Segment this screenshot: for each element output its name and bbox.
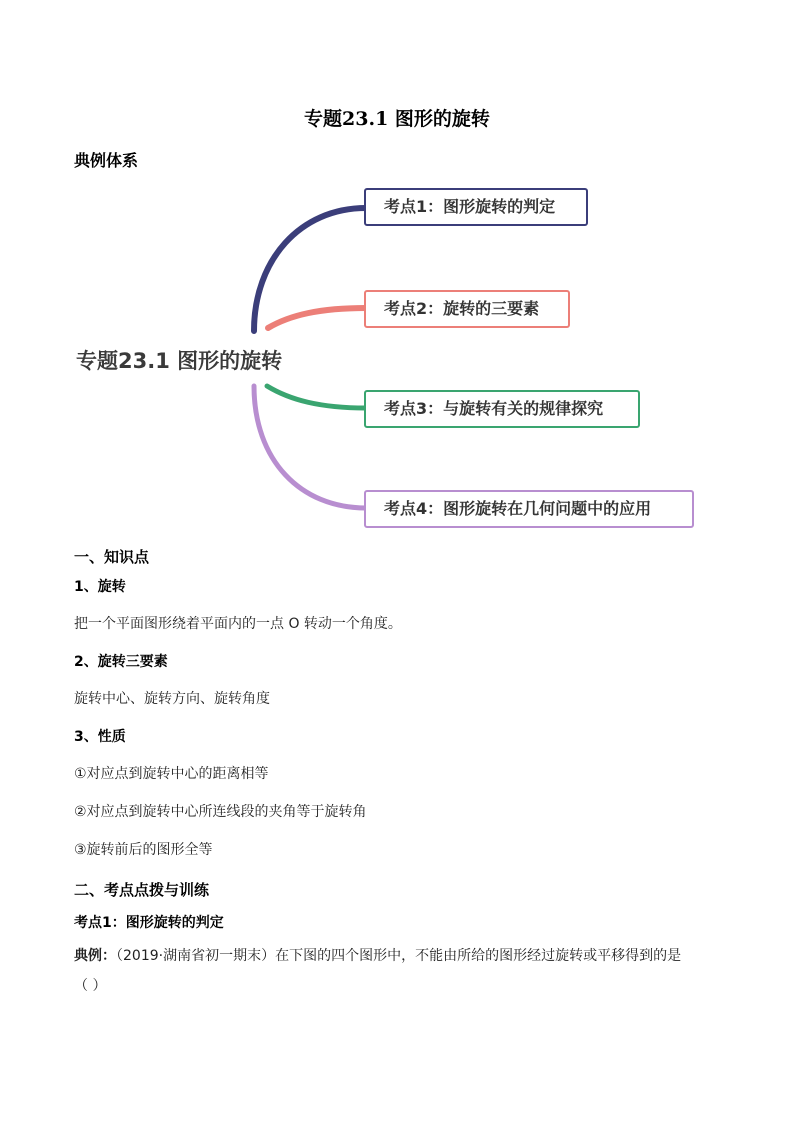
point1-title: 考点1：图形旋转的判定 (74, 915, 224, 931)
elements-title: 2、旋转三要素 (74, 654, 168, 670)
rotation-definition: 把一个平面图形绕着平面内的一点 O 转动一个角度。 (74, 616, 402, 632)
knowledge-heading: 一、知识点 (74, 548, 150, 566)
document-title: 专题23.1 图形的旋转 (304, 108, 490, 130)
system-heading: 典例体系 (74, 151, 139, 170)
mindmap-node-3: 考点3：与旋转有关的规律探究 (364, 390, 640, 428)
rotation-title: 1、旋转 (74, 579, 126, 595)
elements-text: 旋转中心、旋转方向、旋转角度 (74, 691, 270, 707)
properties-title: 3、性质 (74, 729, 126, 745)
property-item: ①对应点到旋转中心的距离相等 (74, 766, 269, 782)
training-heading: 二、考点点拨与训练 (74, 881, 210, 899)
mindmap-node-4: 考点4：图形旋转在几何问题中的应用 (364, 490, 694, 528)
example-label: 典例： (74, 948, 116, 964)
mindmap-center: 专题23.1 图形的旋转 (76, 349, 283, 373)
mindmap-node-1: 考点1：图形旋转的判定 (364, 188, 588, 226)
mindmap-node-2: 考点2：旋转的三要素 (364, 290, 570, 328)
example-text: （2019·湖南省初一期末）在下图的四个图形中，不能由所给的图形经过旋转或平移得到的是 (116, 948, 682, 964)
property-item: ②对应点到旋转中心所连线段的夹角等于旋转角 (74, 804, 367, 820)
connector-3 (267, 386, 366, 408)
connector-2 (268, 308, 366, 328)
example-paragraph (74, 945, 734, 965)
answer-blank: （ ） (74, 978, 107, 994)
property-item: ③旋转前后的图形全等 (74, 842, 213, 858)
